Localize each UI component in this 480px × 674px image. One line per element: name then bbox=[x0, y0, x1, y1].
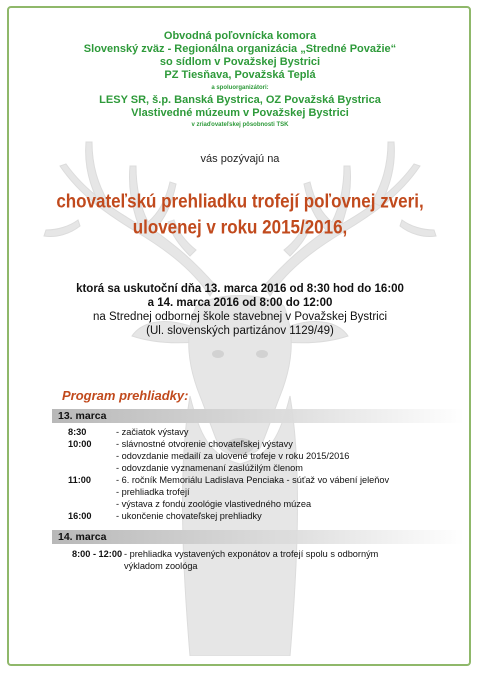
invite-text: vás pozývajú na bbox=[200, 153, 280, 165]
organizer-line-5: a spoluorganizátori: bbox=[211, 85, 269, 91]
organizer-line-3: so sídlom v Považskej Bystrici bbox=[159, 56, 321, 68]
schedule-time: 16:00 bbox=[68, 511, 92, 521]
when-line-2: a 14. marca 2016 od 8:00 do 12:00 bbox=[147, 297, 333, 309]
organizer-line-6: LESY SR, š.p. Banská Bystrica, OZ Považská Bystrica bbox=[99, 94, 381, 106]
schedule-text: - prehliadka vystavených exponátov a trofejí spolu s odborným bbox=[124, 549, 379, 559]
organizer-line-1: Obvodná poľovnícka komora bbox=[163, 30, 317, 42]
day-2-band bbox=[52, 530, 464, 544]
schedule-text: - 6. ročník Memoriálu Ladislava Penciaka - súťaž vo vábení jeleňov bbox=[116, 475, 390, 485]
headline-line-2: ulovenej v roku 2015/2016, bbox=[132, 216, 348, 239]
organizer-line-7: Vlastivedné múzeum v Považskej Bystrici bbox=[131, 107, 349, 119]
day-1-band bbox=[52, 409, 464, 423]
venue-line: na Strednej odbornej škole stavebnej v Považskej Bystrici bbox=[92, 311, 388, 323]
stag-head-watermark bbox=[40, 96, 440, 656]
schedule-time: 11:00 bbox=[68, 475, 91, 485]
schedule-text: - prehliadka trofejí bbox=[116, 487, 190, 497]
organizer-line-4: PZ Tiesňava, Považská Teplá bbox=[164, 69, 316, 81]
schedule-text: - slávnostné otvorenie chovateľskej výstavy bbox=[116, 439, 293, 449]
address-line: (Ul. slovenských partizánov 1129/49) bbox=[146, 325, 334, 337]
when-line-1: ktorá sa uskutoční dňa 13. marca 2016 od 8:30 hod do 16:00 bbox=[76, 283, 404, 295]
schedule-text-continued: výkladom zoológa bbox=[124, 561, 198, 571]
day-1-label: 13. marca bbox=[58, 410, 107, 422]
schedule-text: - výstava z fondu zoológie vlastivedného múzea bbox=[116, 499, 312, 509]
organizer-line-8: v zriaďovateľskej pôsobnosti TSK bbox=[191, 122, 289, 128]
schedule-row-day-2 bbox=[72, 549, 452, 571]
schedule-text: - odovzdanie vyznamenaní zaslúžilým členom bbox=[116, 463, 303, 473]
schedule-time: 8:30 bbox=[68, 427, 87, 437]
headline-line-1: chovateľskú prehliadku trofejí poľovnej zveri, bbox=[56, 190, 424, 213]
day-2-label: 14. marca bbox=[58, 531, 107, 543]
schedule-time: 10:00 bbox=[68, 439, 92, 449]
schedule-text: - ukončenie chovateľskej prehliadky bbox=[116, 511, 262, 521]
organizer-line-2: Slovenský zväz - Regionálna organizácia „Stredné Považie“ bbox=[83, 43, 397, 55]
schedule-text: - začiatok výstavy bbox=[116, 427, 189, 437]
schedule-time: 8:00 - 12:00 bbox=[72, 549, 123, 559]
schedule-text: - odovzdanie medailí za ulovené trofeje v roku 2015/2016 bbox=[116, 451, 350, 461]
program-title: Program prehliadky: bbox=[62, 388, 189, 403]
